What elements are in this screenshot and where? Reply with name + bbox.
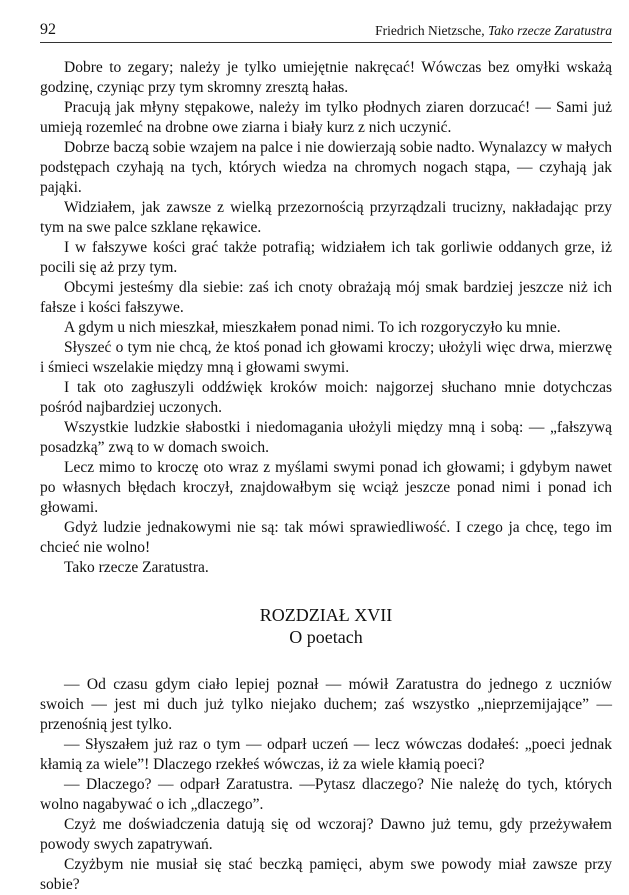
chapter-title: O poetach	[289, 627, 363, 647]
paragraph: Czyżbym nie musiał się stać beczką pamięci, abym swe powody miał zawsze przy sobie?	[40, 856, 612, 893]
header-book-title: Tako rzecze Zaratustra	[487, 23, 612, 38]
paragraph: Pracują jak młyny stępakowe, należy im tylko płodnych ziaren dorzucać! — Sami już umieją rozemleć na drobne owe ziarna i biały kurz z nich uczynić.	[40, 99, 612, 136]
paragraph: — Słyszałem już raz o tym — odparł uczeń — lecz wówczas dodałeś: „poeci jednak kłamią za wiele”! Dlaczego rzekłeś wówczas, iż za wiele kłamią poeci?	[40, 736, 612, 773]
text-block-top	[40, 58, 612, 578]
paragraph: I tak oto zagłuszyli oddźwięk kroków moich: najgorzej słuchano mnie dotychczas pośród najbardziej uczonych.	[40, 379, 612, 416]
paragraph: — Od czasu gdym ciało lepiej poznał — mówił Zaratustra do jednego z uczniów swoich — jest mi duch już tylko niejako duchem; zaś wszystko „nieprzemijające” — przenośnią jest tylko.	[40, 676, 612, 733]
paragraph: I w fałszywe kości grać także potrafią; widziałem ich tak gorliwie oddanych grze, iż pocili się aż przy tym.	[40, 239, 612, 276]
paragraph: Dobre to zegary; należy je tylko umiejętnie nakręcać! Wówczas bez omyłki wskażą godzinę, czyniąc przy tym skromny zresztą hałas.	[40, 59, 612, 96]
chapter-number: ROZDZIAŁ XVII	[259, 605, 393, 625]
paragraph: Gdyż ludzie jednakowymi nie są: tak mówi sprawiedliwość. I czego ja chcę, tego im chcieć nie wolno!	[40, 519, 612, 556]
page-number: 92	[40, 21, 56, 38]
paragraph: Czyż me doświadczenia datują się od wczoraj? Dawno już temu, gdy przeżywałem powody swych zapatrywań.	[40, 816, 612, 853]
paragraph: Tako rzecze Zaratustra.	[64, 559, 209, 576]
text-block-bottom	[40, 675, 612, 895]
paragraph: Widziałem, jak zawsze z wielką przezornością przyrządzali trucizny, nakładając przy tym na swe palce szklane rękawice.	[40, 199, 612, 236]
header-author: Friedrich Nietzsche,	[375, 23, 488, 38]
page-body	[40, 58, 612, 895]
paragraph: Lecz mimo to kroczę oto wraz z myślami swymi ponad ich głowami; i gdybym nawet po własnych błędach kroczył, znajdowałbym się wciąż jeszcze ponad nimi i ponad ich głowami.	[40, 459, 612, 516]
paragraph: Słyszeć o tym nie chcą, że ktoś ponad ich głowami kroczy; ułożyli więc drwa, mierzwę i śmieci wszelakie między mną i głowami swymi.	[40, 339, 612, 376]
paragraph: — Dlaczego? — odparł Zaratustra. —Pytasz dlaczego? Nie należę do tych, których wolno nagabywać o ich „dlaczego”.	[40, 776, 612, 813]
running-header	[40, 20, 612, 43]
paragraph: Dobrze baczą sobie wzajem na palce i nie dowierzają sobie nadto. Wynalazcy w małych podstępach czyhają na tych, których wiedza na chromych nogach stąpa, — czyhają jak pająki.	[40, 139, 612, 196]
running-title	[375, 22, 612, 40]
paragraph: Obcymi jesteśmy dla siebie: zaś ich cnoty obrażają mój smak bardziej jeszcze niż ich fałsze i kości fałszywe.	[40, 279, 612, 316]
paragraph: A gdym u nich mieszkał, mieszkałem ponad nimi. To ich rozgoryczyło ku mnie.	[64, 319, 561, 336]
paragraph: Wszystkie ludzkie słabostki i niedomagania ułożyli między mną i sobą: — „fałszywą posadzką” zwą to w domach swoich.	[40, 419, 612, 456]
